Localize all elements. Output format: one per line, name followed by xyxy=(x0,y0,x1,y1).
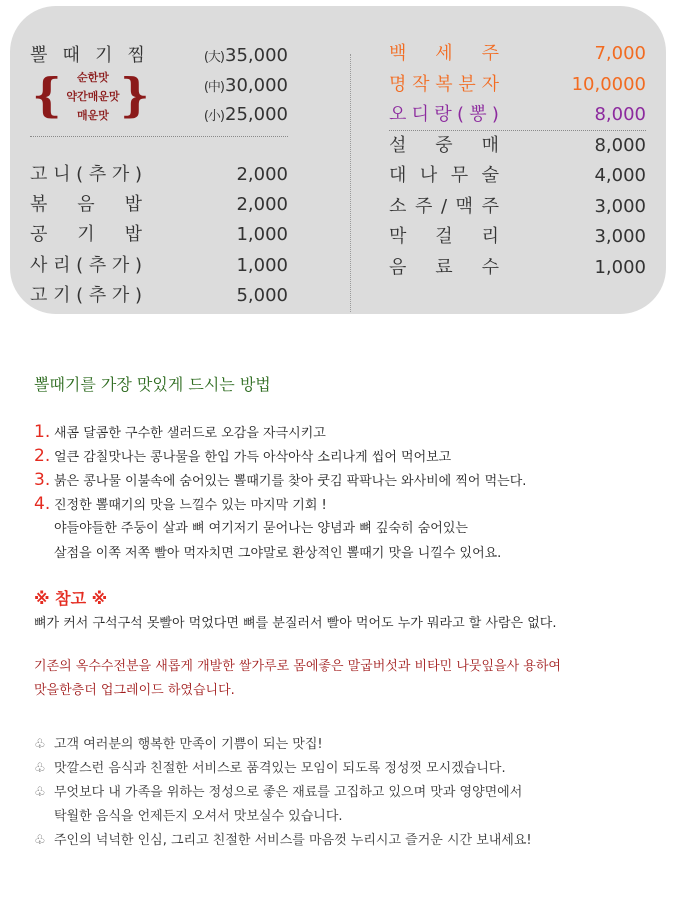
guide-step: 4. 진정한 뽈때기의 맛을 느낄수 있는 마지막 기회 ! xyxy=(34,494,327,514)
menu-item-price: 8,000 xyxy=(594,134,646,156)
ingredient-notice: 기존의 옥수수전분을 새롭게 개발한 쌀가루로 몸에좋은 말굽버섯과 비타민 나뭇잎을사 용하여 맛을한층더 업그레이드 하였습니다. xyxy=(34,659,561,698)
clover-icon: ♧ xyxy=(34,761,46,776)
menu-item-price: 2,000 xyxy=(236,194,288,216)
menu-item xyxy=(30,282,288,310)
menu-item xyxy=(389,40,646,68)
menu-item xyxy=(389,254,646,282)
guide-step: 3. 붉은 콩나물 이불속에 숨어있는 뽈때기를 찾아 쿳김 팍팍나는 와사비에 찍어 먹는다. xyxy=(34,470,527,490)
menu-item-main xyxy=(30,42,288,70)
taste-spicy: 매운맛 xyxy=(77,109,109,122)
right-brace-icon: } xyxy=(120,68,150,122)
menu-item-name: 뽈 때 기 찜 xyxy=(30,45,145,66)
menu-item-price: (中)30,000 xyxy=(203,75,288,96)
menu-item-price: 1,000 xyxy=(236,254,288,276)
menu-item-price: 3,000 xyxy=(594,195,646,217)
menu-item-name: 대 나 무 술 xyxy=(389,165,499,186)
menu-item-name: 사 리 ( 추 가 ) xyxy=(30,254,142,276)
note-text: 뼈가 커서 구석구석 못빨아 먹었다면 뼈를 분질러서 빨아 먹어도 누가 뭐라고 할 사람은 없다. xyxy=(34,616,557,631)
menu-item xyxy=(30,221,288,249)
menu-item-name: 고 니 ( 추 가 ) xyxy=(30,164,142,185)
menu-item xyxy=(30,191,288,219)
menu-item-name: 볶 음 밥 xyxy=(30,194,142,216)
menu-item xyxy=(389,132,646,160)
list-item: ♧ 주인의 넉넉한 인심, 그리고 친절한 서비스를 마음껏 누리시고 즐거운 시간 보내세요! xyxy=(34,829,664,853)
menu-item-price: 2,000 xyxy=(236,164,288,185)
menu-item-name: 설 중 매 xyxy=(389,134,499,156)
menu-item xyxy=(30,252,288,280)
list-item: ♧ 무엇보다 내 가족을 위하는 정성으로 좋은 재료를 고집하고 있으며 맛과 영양면에서 xyxy=(34,781,664,805)
taste-mild: 순한맛 xyxy=(77,71,109,84)
menu-item-name: 소 주 / 맥 주 xyxy=(389,195,499,217)
list-item-continuation: 탁월한 음식을 언제든지 오셔서 맛보실수 있습니다. xyxy=(54,809,343,824)
clover-icon: ♧ xyxy=(34,833,46,848)
guide-step: 1. 새콤 달콤한 구수한 샐러드로 오감을 자극시키고 xyxy=(34,422,326,442)
guide-step-continuation: 야들야들한 주둥이 살과 뼈 여기저기 묻어나는 양념과 뼈 깊숙히 숨어있는 xyxy=(54,521,468,536)
menu-item-price: 1,000 xyxy=(594,256,646,278)
menu-item-name: 명 작 복 분 자 xyxy=(389,73,499,95)
guide-step: 2. 얼큰 감칠맛나는 콩나물을 한입 가득 아삭아삭 소리나게 씹어 먹어보고 xyxy=(34,446,452,466)
guide-steps xyxy=(34,420,654,566)
menu-item-price: 10,0000 xyxy=(571,73,646,95)
list-item: ♧ 고객 여러분의 행복한 만족이 기쁨이 되는 맛집! xyxy=(34,733,664,757)
menu-divider xyxy=(350,54,351,312)
menu-item xyxy=(30,161,288,189)
menu-item-price: 1,000 xyxy=(236,224,288,246)
note-title: ※ 참고 ※ xyxy=(34,589,108,608)
guide-step-continuation: 살점을 이쪽 저쪽 빨아 먹자치면 그야말로 환상적인 뽈때기 맛을 니낄수 있어요. xyxy=(54,546,502,561)
menu-item-name: 공 기 밥 xyxy=(30,224,142,246)
clover-icon: ♧ xyxy=(34,785,46,800)
menu-item-price: 4,000 xyxy=(594,165,646,186)
menu-item xyxy=(389,223,646,251)
menu-item-name: 오 디 랑 ( 뽕 ) xyxy=(389,104,499,125)
menu-item-price: (小)25,000 xyxy=(203,104,288,125)
menu-item xyxy=(389,162,646,190)
list-item: ♧ 맛깔스런 음식과 친절한 서비스로 품격있는 모임이 되도록 정성껏 모시겠습니다. xyxy=(34,757,664,781)
left-brace-icon: { xyxy=(32,68,62,122)
taste-medium-spicy: 약간매운맛 xyxy=(66,90,120,103)
separator-line xyxy=(30,136,288,137)
menu-item-name: 고 기 ( 추 가 ) xyxy=(30,284,142,306)
menu-item xyxy=(389,71,646,99)
menu-item xyxy=(389,193,646,221)
menu-item-price: 7,000 xyxy=(594,43,646,64)
menu-item-price: 3,000 xyxy=(594,226,646,247)
guide-title: 뽈때기를 가장 맛있게 드시는 방법 xyxy=(34,375,271,394)
menu-item-price: 5,000 xyxy=(236,284,288,306)
menu-item-price: 8,000 xyxy=(594,104,646,125)
menu-item-name: 막 걸 리 xyxy=(389,226,499,247)
menu-item xyxy=(389,101,646,129)
menu-item-name: 음 료 수 xyxy=(389,256,499,278)
menu-item-price: (大)35,000 xyxy=(203,45,288,66)
clover-icon: ♧ xyxy=(34,737,46,752)
promise-list xyxy=(34,733,664,853)
taste-options xyxy=(50,68,136,125)
menu-item-name: 백 세 주 xyxy=(389,43,499,64)
